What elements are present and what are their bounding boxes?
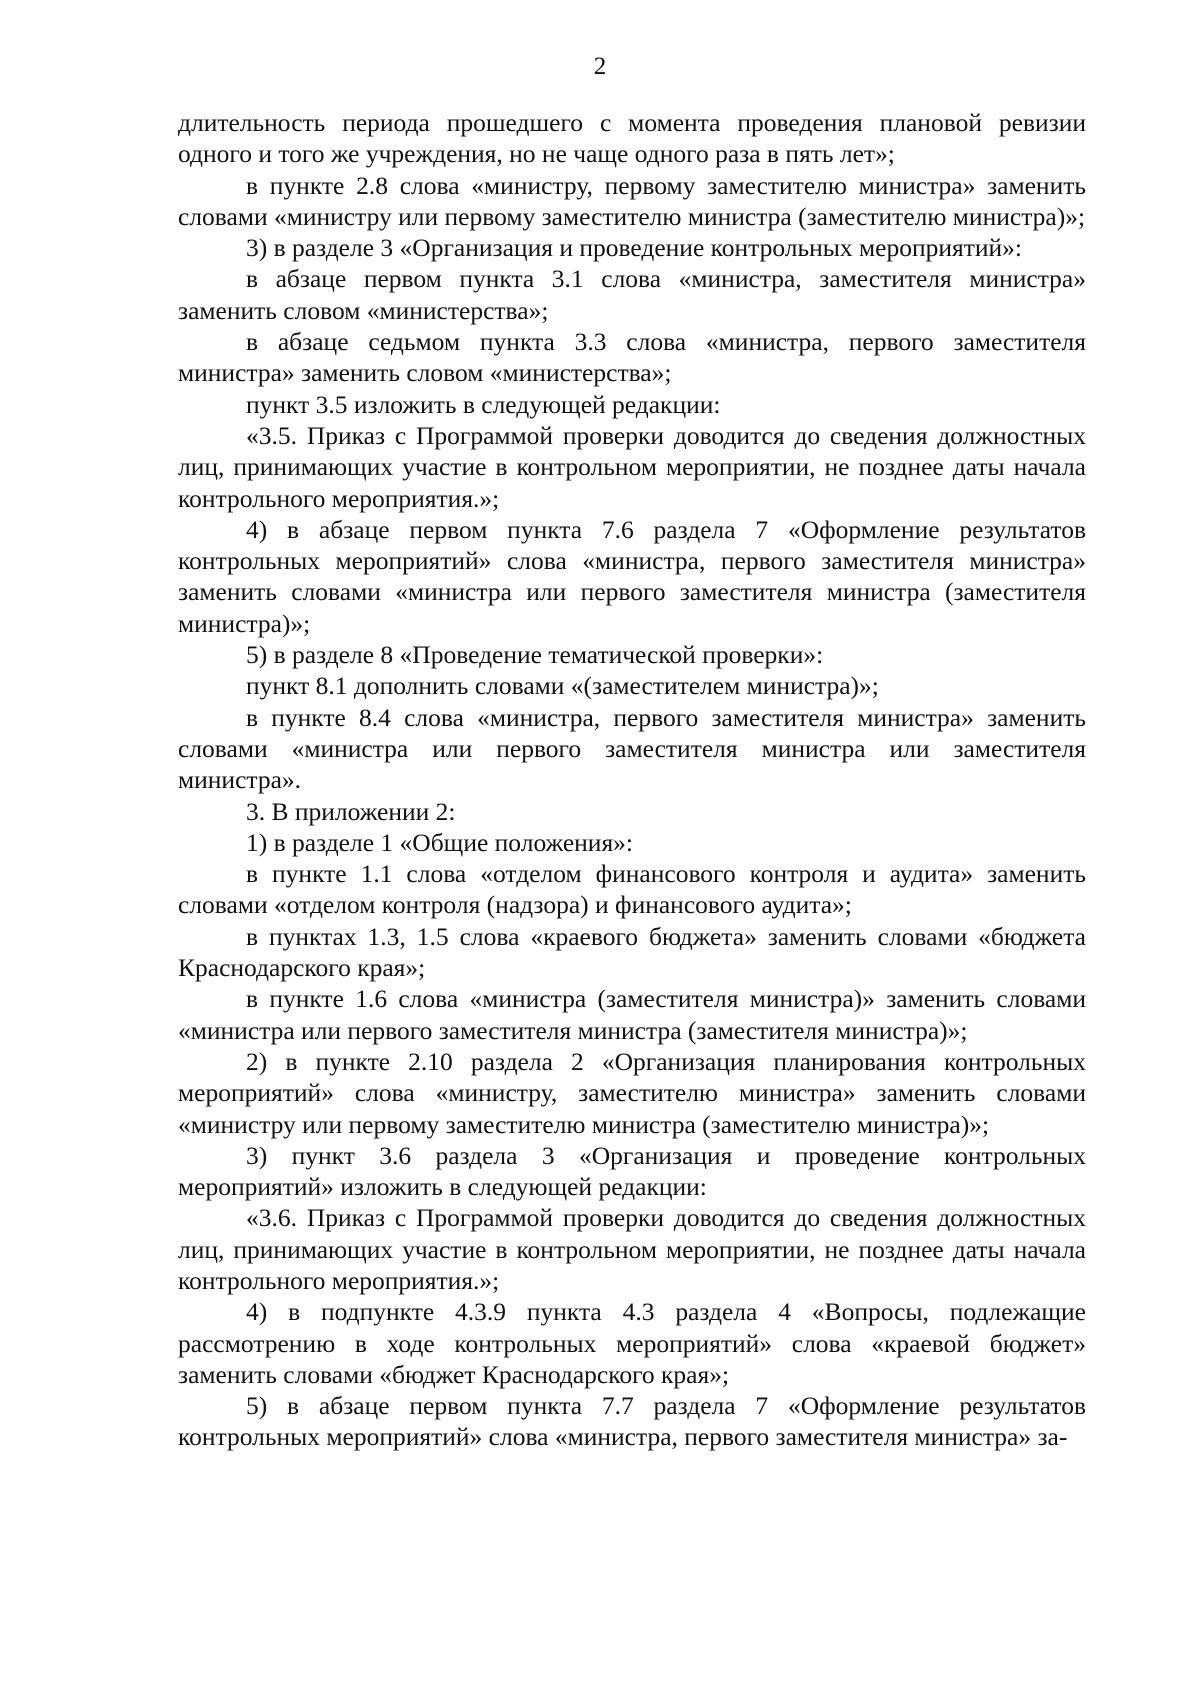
page-number: 2 [593, 53, 607, 80]
paragraph: 4) в подпункте 4.3.9 пункта 4.3 раздела 4 «Вопросы, подлежащие рассмотрению в ходе контрольных мероприятий» слова «краевой бюджет» заменить словами «бюджет Краснодарского края»; [178, 1297, 1086, 1389]
paragraph: 3) в разделе 3 «Организация и проведение контрольных мероприятий»: [246, 233, 1023, 263]
paragraph: пункт 3.5 изложить в следующей редакции: [246, 389, 721, 419]
paragraph: «3.5. Приказ с Программой проверки доводится до сведения должностных лиц, принимающих участие в контрольном мероприятии, не позднее даты начала контрольного мероприятия.»; [178, 420, 1086, 513]
paragraph: в пункте 2.8 слова «министру, первому заместителю министра» заменить словами «министру или первому заместителю министра (заместителю министра)»; [178, 170, 1086, 231]
paragraph: в абзаце первом пункта 3.1 слова «министра, заместителя министра» заменить словом «министерства»; [178, 264, 1086, 325]
document-body [178, 107, 1086, 1453]
paragraph: 2) в пункте 2.10 раздела 2 «Организация планирования контрольных мероприятий» слова «министру, заместителю министра» заменить словами «министру или первому заместителю министра (заместителю министра)»; [178, 1046, 1086, 1139]
paragraph: 1) в разделе 1 «Общие положения»: [246, 827, 634, 857]
paragraph: длительность периода прошедшего с момента проведения плановой ревизии одного и того же учреждения, но не чаще одного раза в пять лет»; [178, 108, 1086, 169]
paragraph: 5) в разделе 8 «Проведение тематической проверки»: [246, 640, 824, 670]
paragraph: 5) в абзаце первом пункта 7.7 раздела 7 «Оформление результатов контрольных мероприятий» слова «министра, первого заместителя министра» за- [178, 1391, 1086, 1452]
paragraph: 4) в абзаце первом пункта 7.6 раздела 7 «Оформление результатов контрольных мероприятий» слова «министра, первого заместителя министра» заменить словами «министра или первого заместителя министра (заместителя министра)»; [178, 514, 1086, 638]
paragraph: в пункте 1.6 слова «министра (заместителя министра)» заменить словами «министра или первого заместителя министра (заместителя министра)»; [178, 984, 1086, 1045]
paragraph: пункт 8.1 дополнить словами «(заместителем министра)»; [246, 671, 879, 701]
paragraph: 3) пункт 3.6 раздела 3 «Организация и проведение контрольных мероприятий» изложить в следующей редакции: [178, 1140, 1086, 1202]
paragraph: в абзаце седьмом пункта 3.3 слова «министра, первого заместителя министра» заменить словом «министерства»; [178, 327, 1086, 388]
paragraph: «3.6. Приказ с Программой проверки доводится до сведения должностных лиц, принимающих участие в контрольном мероприятии, не позднее даты начала контрольного мероприятия.»; [178, 1203, 1086, 1295]
paragraph: в пункте 8.4 слова «министра, первого заместителя министра» заменить словами «министра или первого заместителя министра или заместителя министра». [178, 702, 1086, 795]
paragraph: 3. В приложении 2: [246, 796, 456, 826]
paragraph: в пунктах 1.3, 1.5 слова «краевого бюджета» заменить словами «бюджета Краснодарского края»; [178, 921, 1086, 983]
paragraph: в пункте 1.1 слова «отделом финансового контроля и аудита» заменить словами «отделом контроля (надзора) и финансового аудита»; [178, 859, 1086, 920]
